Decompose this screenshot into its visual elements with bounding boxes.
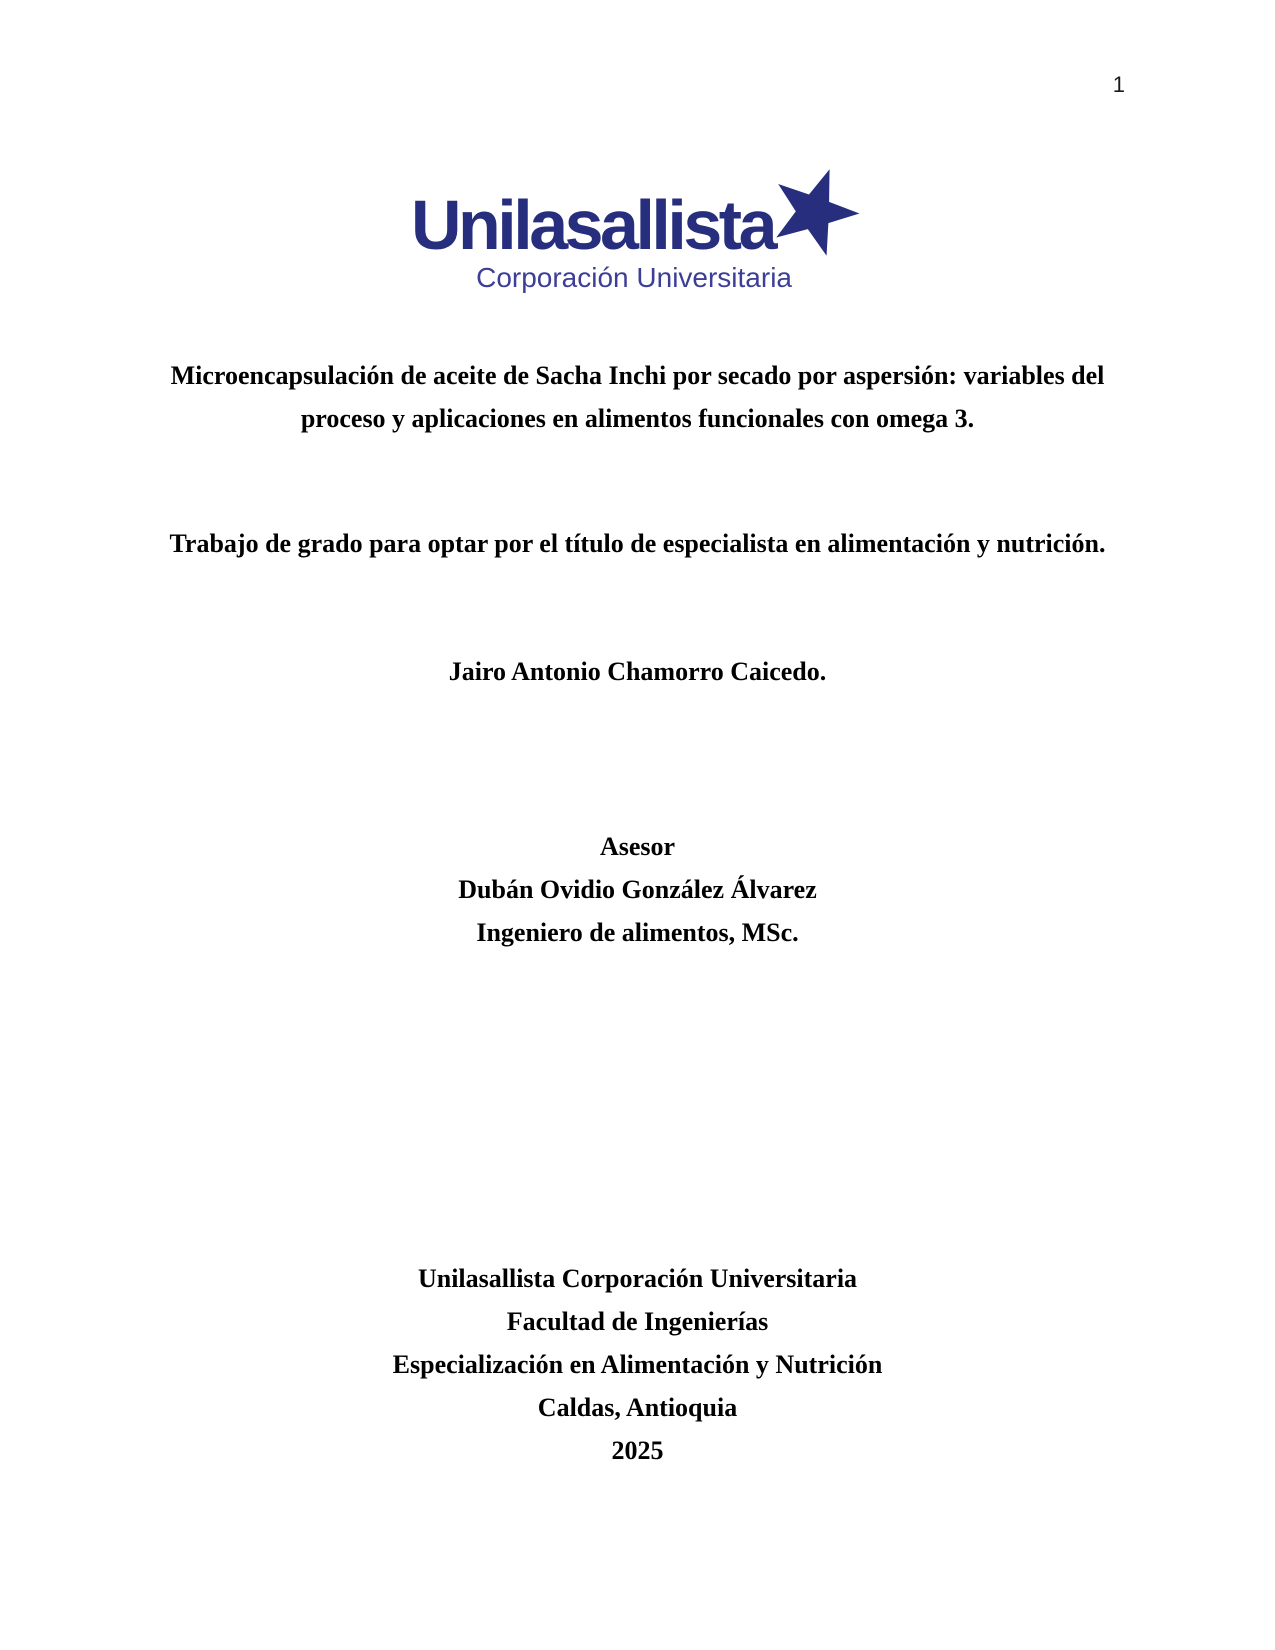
advisor-name: Dubán Ovidio González Álvarez (458, 875, 817, 904)
unilasallista-logo-inner (411, 0, 864, 292)
institution-name: Unilasallista Corporación Universitaria (417, 1264, 858, 1293)
institution-location: Caldas, Antioquia (537, 1393, 738, 1422)
unilasallista-logo (0, 0, 1275, 292)
institution-program: Especialización en Alimentación y Nutrición (392, 1350, 883, 1379)
star-icon (764, 162, 864, 262)
advisor-role-label: Asesor (599, 832, 676, 861)
advisor-block (0, 825, 1275, 954)
logo-subtitle: Corporación Universitaria (476, 262, 792, 293)
institution-block (0, 1257, 1275, 1472)
logo-wordmark-row (411, 0, 864, 262)
page-number: 1 (1112, 72, 1125, 97)
degree-statement: Trabajo de grado para optar por el título de especialista en alimentación y nutrición. (169, 529, 1106, 558)
advisor-credentials: Ingeniero de alimentos, MSc. (476, 918, 799, 947)
thesis-title-line-2: proceso y aplicaciones en alimentos funcionales con omega 3. (300, 404, 975, 433)
thesis-title-line-1: Microencapsulación de aceite de Sacha Inchi por secado por aspersión: variables del (170, 361, 1105, 390)
logo-wordmark: Unilasallista (410, 186, 774, 264)
institution-faculty: Facultad de Ingenierías (506, 1307, 769, 1336)
thesis-title (0, 354, 1275, 440)
author-name: Jairo Antonio Chamorro Caicedo. (448, 657, 827, 686)
institution-year: 2025 (611, 1436, 664, 1465)
